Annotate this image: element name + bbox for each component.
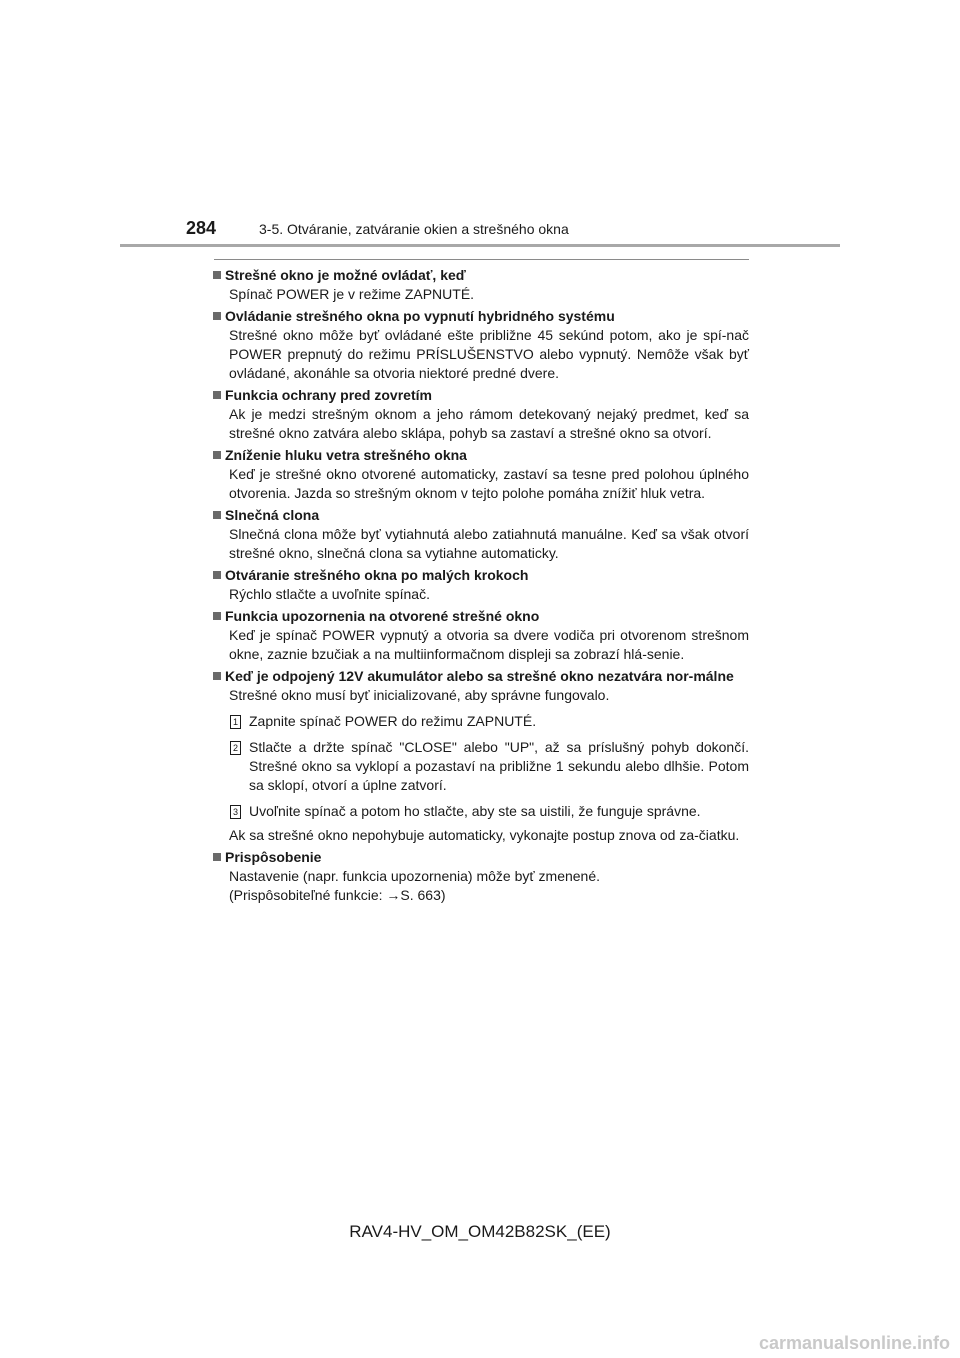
section-heading <box>213 446 749 465</box>
square-bullet-icon <box>213 672 221 680</box>
section-wind-noise <box>213 446 749 503</box>
square-bullet-icon <box>213 312 221 320</box>
section-text: Strešné okno musí byť inicializované, aby správne fungovalo. <box>229 687 610 703</box>
watermark: carmanualsonline.info <box>758 1333 950 1353</box>
step-text: Stlačte a držte spínač "CLOSE" alebo "UP", až sa príslušný pohyb dokončí. Strešné okno sa vyklopí a pozastaví na približne 1 sekundu alebo dlhšie. Potom sa sklopí, otvorí a úplne zatvorí. <box>249 739 749 793</box>
page-reference: (Prispôsobiteľné funkcie: →S. 663) <box>229 887 446 903</box>
section-heading <box>213 667 749 686</box>
section-heading <box>213 607 749 626</box>
section-heading <box>213 506 749 525</box>
square-bullet-icon <box>213 391 221 399</box>
section-after-system-off <box>213 307 749 383</box>
square-bullet-icon <box>213 451 221 459</box>
content-divider <box>214 259 749 260</box>
section-title: Otváranie strešného okna po malých krokoch <box>225 567 529 583</box>
square-bullet-icon <box>213 853 221 861</box>
section-heading <box>213 566 749 585</box>
section-customization <box>213 848 749 905</box>
section-title: Keď je odpojený 12V akumulátor alebo sa strešné okno nezatvára nor-málne <box>225 668 734 684</box>
step-number-badge: 2 <box>230 741 241 755</box>
section-title: Slnečná clona <box>225 507 320 523</box>
section-open-reminder <box>213 607 749 664</box>
section-note: Ak sa strešné okno nepohybuje automaticky, vykonajte postup znova od za-čiatku. <box>229 827 740 843</box>
square-bullet-icon <box>213 271 221 279</box>
section-heading <box>213 307 749 326</box>
header-divider <box>120 244 840 247</box>
section-title: Funkcia ochrany pred zovretím <box>225 387 432 403</box>
section-text: Rýchlo stlačte a uvoľnite spínač. <box>229 586 430 602</box>
page-content <box>213 266 749 908</box>
manual-code: RAV4-HV_OM_OM42B82SK_(EE) <box>349 1222 611 1241</box>
section-text: Ak je medzi strešným oknom a jeho rámom detekovaný nejaký predmet, keď sa strešné okno zatvára alebo sklápa, pohyb sa zastaví a strešné okno sa otvorí. <box>229 406 749 441</box>
section-text: Spínač POWER je v režime ZAPNUTÉ. <box>229 286 475 302</box>
section-text: Keď je spínač POWER vypnutý a otvoria sa dvere vodiča pri otvorenom strešnom okne, zaznie bzučiak a na multiinformačnom displeji sa zobrazí hlá-senie. <box>229 627 749 662</box>
square-bullet-icon <box>213 571 221 579</box>
section-when-operable <box>213 266 749 304</box>
section-text: Slnečná clona môže byť vytiahnutá alebo zatiahnutá manuálne. Keď sa však otvorí strešné okno, slnečná clona sa vytiahne automaticky. <box>229 526 749 561</box>
section-heading <box>213 266 749 285</box>
section-title: Prispôsobenie <box>225 849 322 865</box>
square-bullet-icon <box>213 511 221 519</box>
section-heading <box>213 386 749 405</box>
section-initialization <box>213 667 749 845</box>
section-step-opening <box>213 566 749 604</box>
section-text: Nastavenie (napr. funkcia upozornenia) môže byť zmenené. <box>229 868 601 884</box>
section-title: Ovládanie strešného okna po vypnutí hybridného systému <box>225 308 615 324</box>
chapter-title: 3-5. Otváranie, zatváranie okien a strešného okna <box>259 221 569 237</box>
square-bullet-icon <box>213 612 221 620</box>
step-number-badge: 1 <box>230 715 241 729</box>
page-header <box>0 0 960 250</box>
section-text: Keď je strešné okno otvorené automaticky, zastaví sa tesne pred polohou úplného otvorenia. Jazda so strešným oknom v tejto polohe pomáha znížiť hluk vetra. <box>229 466 749 501</box>
section-title: Strešné okno je možné ovládať, keď <box>225 267 466 283</box>
step-item <box>229 802 749 821</box>
step-item <box>229 712 749 731</box>
section-sunshade <box>213 506 749 563</box>
section-jam-protection <box>213 386 749 443</box>
step-text: Zapnite spínač POWER do režimu ZAPNUTÉ. <box>249 713 537 729</box>
step-text: Uvoľnite spínač a potom ho stlačte, aby ste sa uistili, že funguje správne. <box>249 803 701 819</box>
section-title: Funkcia upozornenia na otvorené strešné okno <box>225 608 540 624</box>
section-text: Strešné okno môže byť ovládané ešte približne 45 sekúnd potom, ako je spí-nač POWER prepnutý do režimu PRÍSLUŠENSTVO alebo vypnutý. Nemôže však byť ovládané, akonáhle sa otvoria niektoré predné dvere. <box>229 327 749 381</box>
section-title: Zníženie hluku vetra strešného okna <box>225 447 467 463</box>
steps-list <box>229 712 749 821</box>
page-number: 284 <box>186 218 217 238</box>
step-number-badge: 3 <box>230 805 241 819</box>
step-item <box>229 738 749 795</box>
section-heading <box>213 848 749 867</box>
